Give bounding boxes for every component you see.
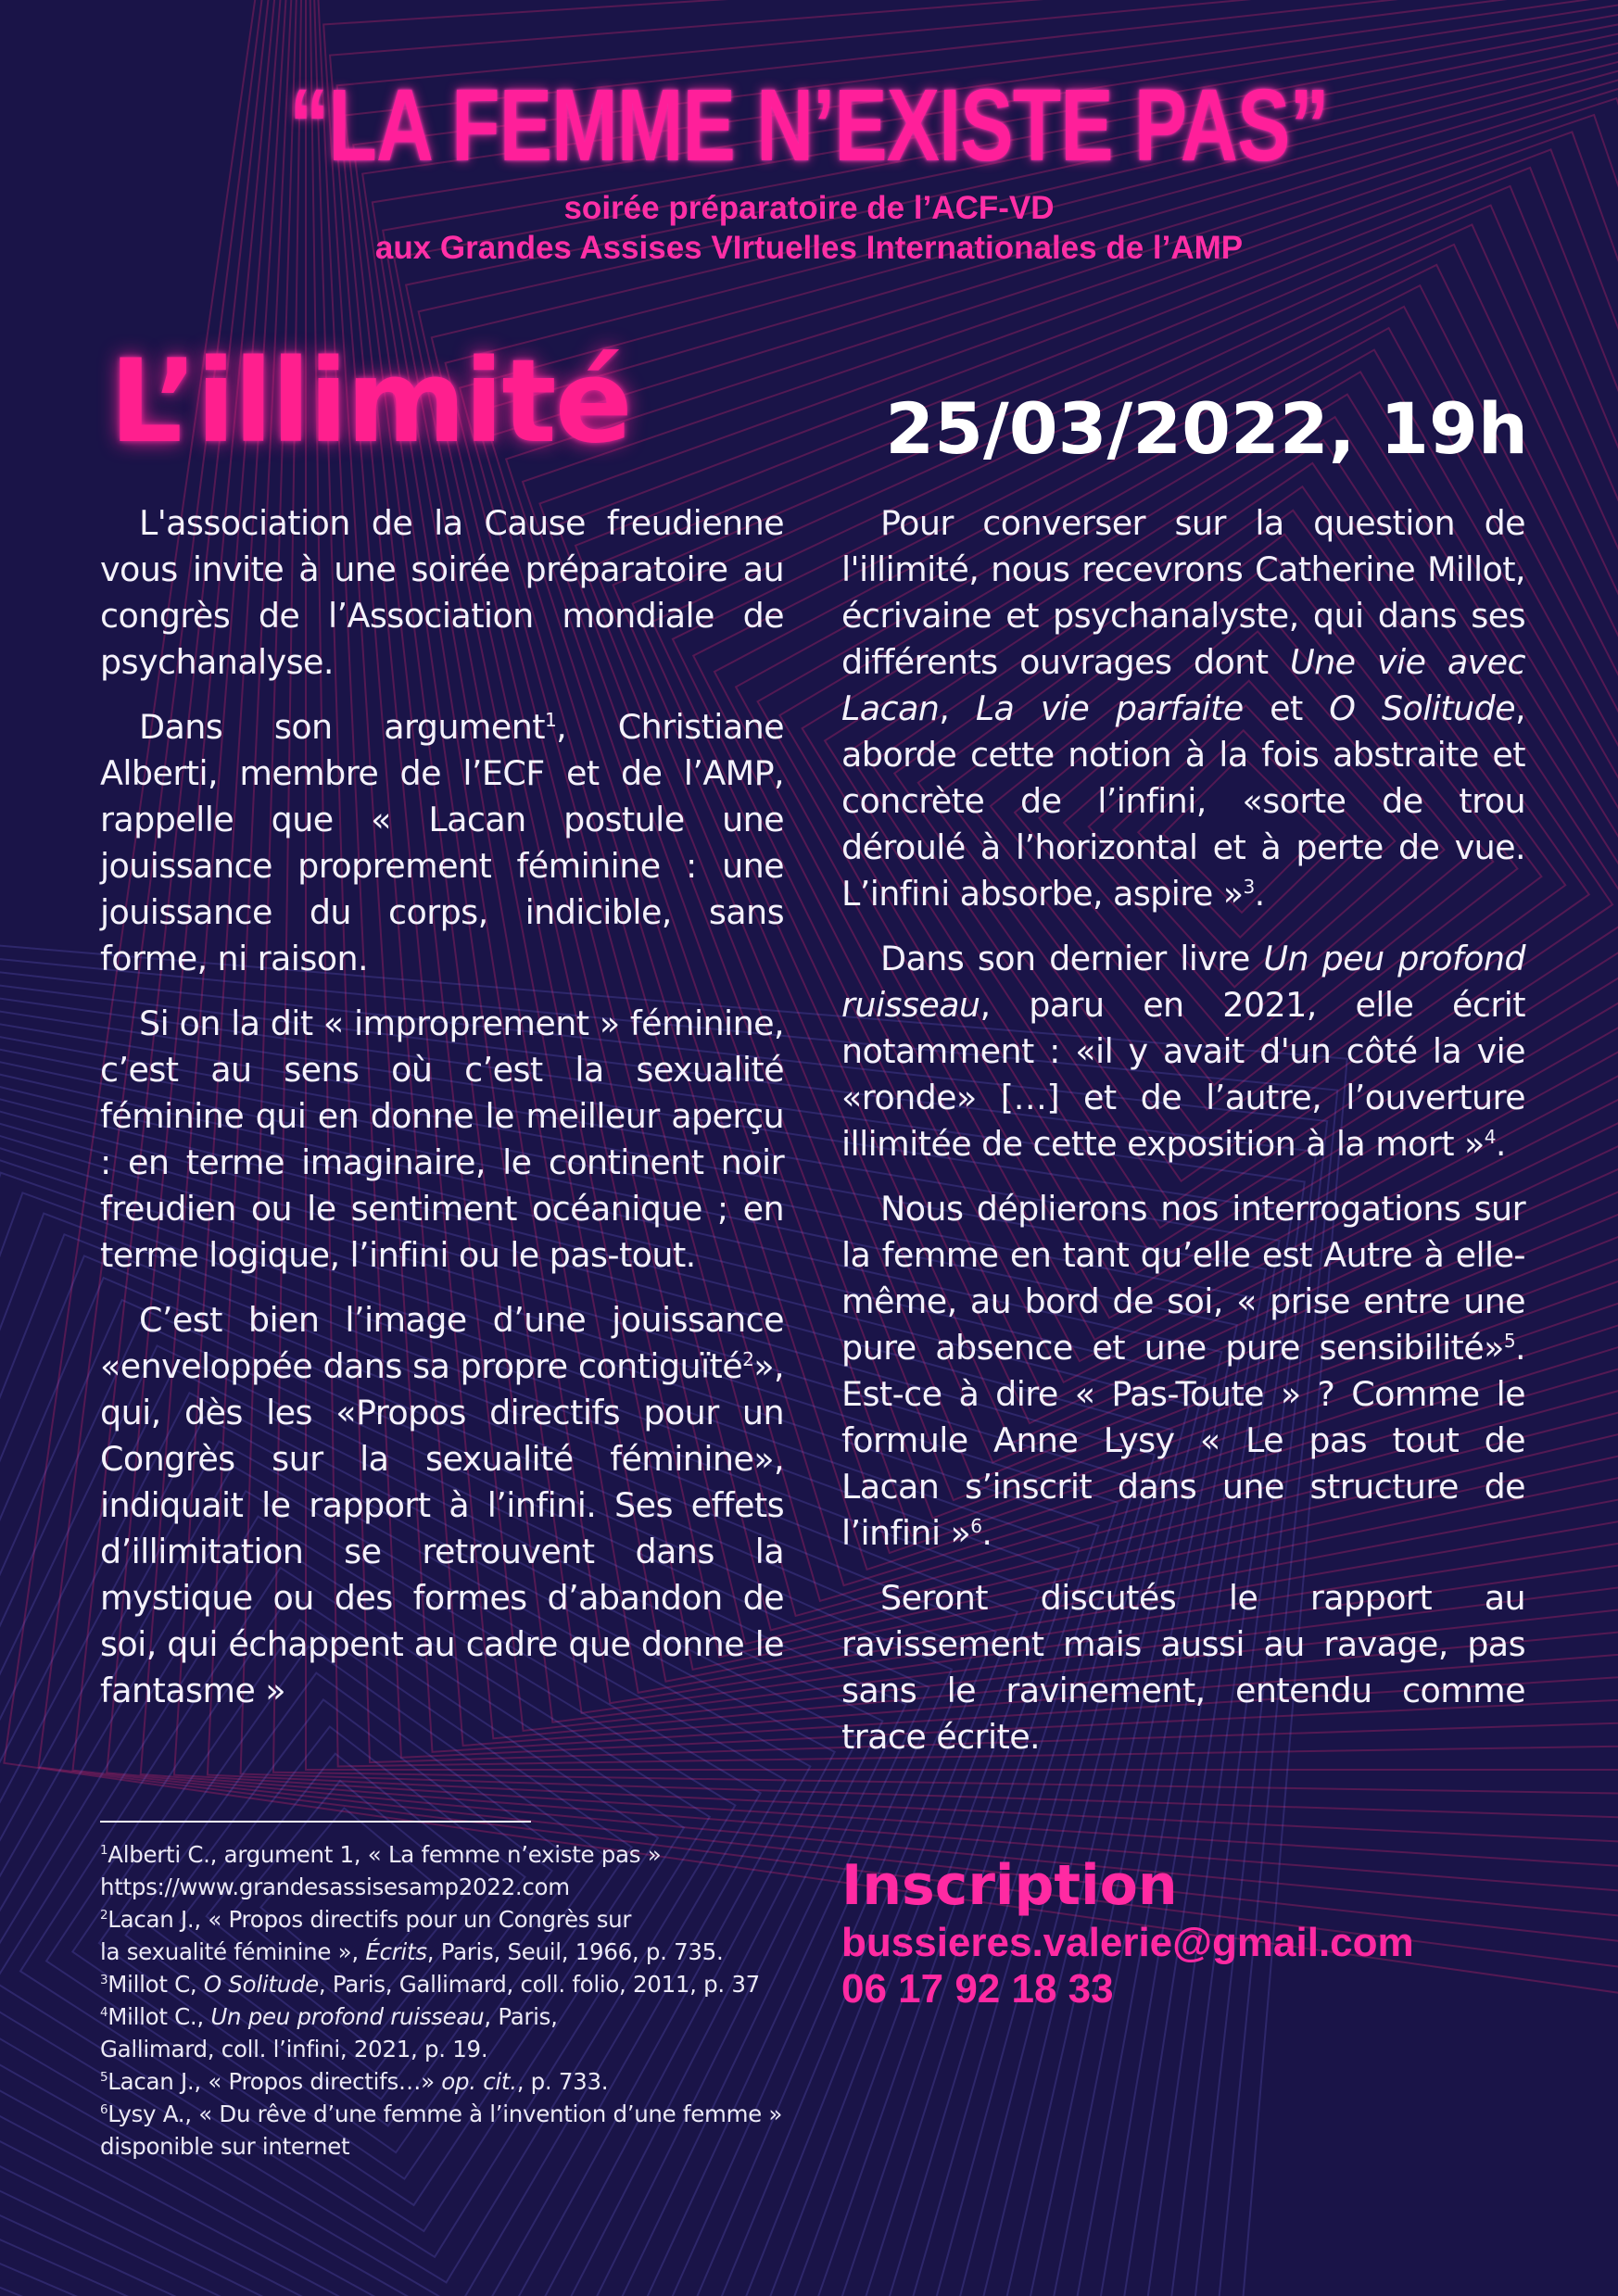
footnote-2: $^2$Lacan J., « Propos directifs pour un Congrès sur <box>100 1906 632 1933</box>
subtitle-line-1: soirée préparatoire de l’ACF-VD <box>563 190 1055 226</box>
book-title: Un peu profond ruisseau <box>841 939 1525 1025</box>
registration-email[interactable]: bussieres.valerie@gmail.com <box>841 1920 1414 1965</box>
right-paragraph-3: Nous déplierons nos interrogations sur la femme en tant qu’elle est Autre à elle-même, au bord de soi, « prise entre une pure absence et une pure sensibilité»$^5$. Est-ce à dire « Pas-Toute » ? Comme le formule Anne Lysy « Le pas tout de Lacan s’inscrit dans une structure de l’infini »$^6$. <box>841 1189 1525 1553</box>
subtitle-line-2: aux Grandes Assises VIrtuelles Internationales de l’AMP <box>374 230 1244 266</box>
registration-phone[interactable]: 06 17 92 18 33 <box>841 1966 1114 2012</box>
left-paragraph-3: Si on la dit « improprement » féminine, c’est au sens où c’est la sexualité féminine qui en donne le meilleur aperçu : en terme imaginaire, le continent noir freudien ou le sentiment océanique ; en terme logique, l’infini ou le pas-tout. <box>100 1003 784 1275</box>
right-paragraph-1: Pour converser sur la question de l'illimité, nous recevrons Catherine Millot, écrivaine et psychanalyste, qui dans ses différents ouvrages dont Une vie avec Lacan, La vie parfaite et O Solitude, aborde cette notion à la fois abstraite et concrète de l’infini, «sorte de trou déroulé à l’horizontal et à perte de vue. L’infini absorbe, aspire »$^3$. <box>841 503 1525 914</box>
footnote-5: $^5$Lacan J., « Propos directifs…» op. cit., p. 733. <box>100 2068 609 2095</box>
left-paragraph-1: L'association de la Cause freudienne vous invite à une soirée préparatoire au congrès de l’Association mondiale de psychanalyse. <box>100 503 784 682</box>
footnote-ref-4: 4 <box>1484 1125 1496 1148</box>
right-paragraph-2: Dans son dernier livre Un peu profond ruisseau, paru en 2021, elle écrit notamment : «il y avait d'un côté la vie «ronde» […] et de l’autre, l’ouverture illimitée de cette exposition à la mort »$^4$. <box>841 939 1525 1164</box>
book-title: Une vie avec Lacan <box>841 642 1525 728</box>
footnote-6-cont: disponible sur internet <box>100 2133 350 2160</box>
footnote-ref-1: 1 <box>544 708 557 731</box>
footnote-1-url[interactable]: https://www.grandesassisesamp2022.com <box>100 1873 570 1900</box>
footnote-1: $^1$Alberti C., argument 1, « La femme n’existe pas » <box>100 1841 662 1868</box>
footnotes <box>100 1838 841 2163</box>
left-paragraph-2: Dans son argument$^1$, Christiane Alberti, membre de l’ECF et de l’AMP, rappelle que « Lacan postule une jouissance proprement féminine : une jouissance du corps, indicible, sans forme, ni raison. <box>100 707 784 978</box>
left-paragraph-4: C’est bien l’image d’une jouissance «enveloppée dans sa propre contiguïté$^2$», qui, dès les «Propos directifs pour un Congrès sur la sexualité féminine», indiquait le rapport à l’infini. Ses effets d’illimitation se retrouvent dans la mystique ou des formes d’abandon de soi, qui échappent au cadre que donne le fantasme » <box>100 1300 784 1710</box>
left-column <box>100 500 784 1733</box>
right-paragraph-4: Seront discutés le rapport au ravissement mais aussi au ravage, pas sans le ravinement, entendu comme trace écrite. <box>841 1578 1525 1757</box>
event-date: 25/03/2022, 19h <box>885 387 1528 470</box>
book-title: O Solitude <box>1329 688 1515 728</box>
footnote-4: $^4$Millot C., Un peu profond ruisseau, Paris, <box>100 2003 558 2030</box>
section-title: L’illimité <box>109 335 631 469</box>
footnote-3: $^3$Millot C, O Solitude, Paris, Gallimard, coll. folio, 2011, p. 37 <box>100 1971 760 1998</box>
book-title: La vie parfaite <box>975 688 1244 728</box>
footnote-ref-3: 3 <box>1243 875 1255 898</box>
footnote-ref-5: 5 <box>1503 1329 1515 1352</box>
event-title: “LA FEMME N’EXISTE PAS” <box>289 69 1329 183</box>
footnote-2-cont: la sexualité féminine », Écrits, Paris, Seuil, 1966, p. 735. <box>100 1938 724 1965</box>
footnote-ref-6: 6 <box>970 1514 982 1537</box>
footnote-4-cont: Gallimard, coll. l’infini, 2021, p. 19. <box>100 2036 488 2063</box>
right-column <box>841 500 1525 1779</box>
footnote-6: $^6$Lysy A., « Du rêve d’une femme à l’invention d’une femme » <box>100 2100 783 2127</box>
footnote-ref-2: 2 <box>742 1347 754 1370</box>
registration-title: Inscription <box>841 1853 1178 1918</box>
footnote-divider <box>100 1821 531 1823</box>
